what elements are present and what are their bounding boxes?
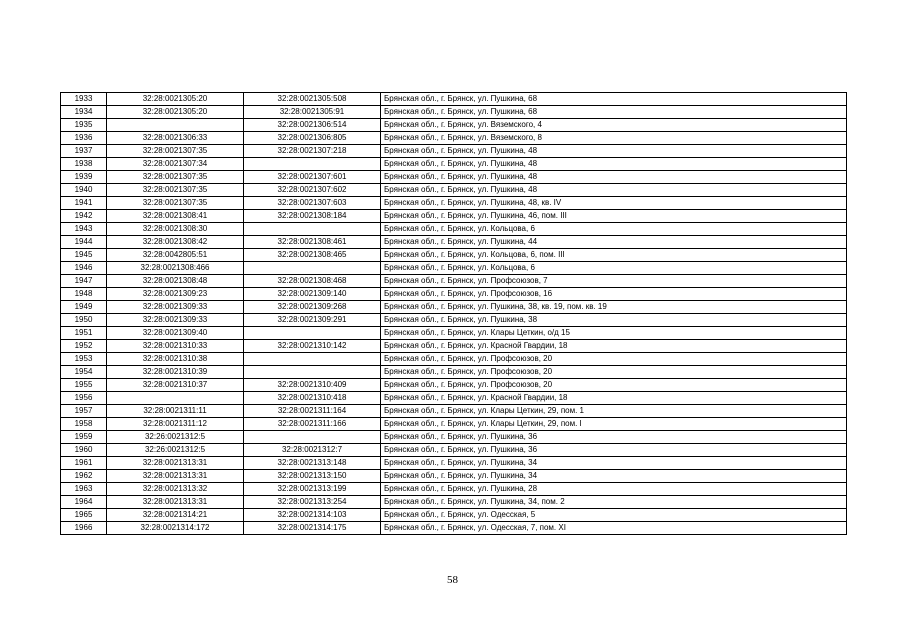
address-cell: Брянская обл., г. Брянск, ул. Пушкина, 34 [381, 470, 847, 483]
row-number-cell: 1948 [61, 288, 107, 301]
row-number-cell: 1942 [61, 210, 107, 223]
table-row [61, 275, 847, 288]
land-cadastral-number-cell: 32:28:0021305:20 [107, 106, 244, 119]
row-number-cell: 1952 [61, 340, 107, 353]
address-cell: Брянская обл., г. Брянск, ул. Вяземского, 8 [381, 132, 847, 145]
land-cadastral-number-cell: 32:28:0021308:466 [107, 262, 244, 275]
object-cadastral-number-cell: 32:28:0021308:468 [244, 275, 381, 288]
land-cadastral-number-cell: 32:28:0021313:31 [107, 496, 244, 509]
object-cadastral-number-cell: 32:28:0021307:601 [244, 171, 381, 184]
land-cadastral-number-cell: 32:26:0021312:5 [107, 444, 244, 457]
object-cadastral-number-cell: 32:28:0021313:150 [244, 470, 381, 483]
object-cadastral-number-cell: 32:28:0021305:508 [244, 93, 381, 106]
table-row [61, 106, 847, 119]
land-cadastral-number-cell: 32:28:0042805:51 [107, 249, 244, 262]
land-cadastral-number-cell: 32:28:0021306:33 [107, 132, 244, 145]
land-cadastral-number-cell: 32:28:0021310:37 [107, 379, 244, 392]
land-cadastral-number-cell [107, 392, 244, 405]
row-number-cell: 1938 [61, 158, 107, 171]
object-cadastral-number-cell [244, 431, 381, 444]
table-row [61, 496, 847, 509]
address-cell: Брянская обл., г. Брянск, ул. Пушкина, 48 [381, 184, 847, 197]
table-row [61, 158, 847, 171]
land-cadastral-number-cell: 32:28:0021309:33 [107, 314, 244, 327]
address-cell: Брянская обл., г. Брянск, ул. Кольцова, 6, пом. III [381, 249, 847, 262]
address-cell: Брянская обл., г. Брянск, ул. Пушкина, 36 [381, 444, 847, 457]
land-cadastral-number-cell: 32:28:0021313:32 [107, 483, 244, 496]
table-row [61, 327, 847, 340]
address-cell: Брянская обл., г. Брянск, ул. Пушкина, 68 [381, 93, 847, 106]
address-cell: Брянская обл., г. Брянск, ул. Одесская, 7, пом. XI [381, 522, 847, 535]
land-cadastral-number-cell: 32:28:0021311:11 [107, 405, 244, 418]
object-cadastral-number-cell: 32:28:0021313:199 [244, 483, 381, 496]
address-cell: Брянская обл., г. Брянск, ул. Пушкина, 28 [381, 483, 847, 496]
address-cell: Брянская обл., г. Брянск, ул. Пушкина, 48 [381, 171, 847, 184]
table-row [61, 171, 847, 184]
address-cell: Брянская обл., г. Брянск, ул. Профсоюзов, 16 [381, 288, 847, 301]
row-number-cell: 1935 [61, 119, 107, 132]
address-cell: Брянская обл., г. Брянск, ул. Профсоюзов, 20 [381, 379, 847, 392]
table-row [61, 353, 847, 366]
table-row [61, 392, 847, 405]
row-number-cell: 1956 [61, 392, 107, 405]
land-cadastral-number-cell: 32:28:0021307:35 [107, 171, 244, 184]
address-cell: Брянская обл., г. Брянск, ул. Пушкина, 36 [381, 431, 847, 444]
table-row [61, 132, 847, 145]
land-cadastral-number-cell: 32:28:0021310:38 [107, 353, 244, 366]
table-row [61, 301, 847, 314]
object-cadastral-number-cell: 32:28:0021306:805 [244, 132, 381, 145]
table-row [61, 366, 847, 379]
address-cell: Брянская обл., г. Брянск, ул. Одесская, 5 [381, 509, 847, 522]
row-number-cell: 1966 [61, 522, 107, 535]
object-cadastral-number-cell [244, 327, 381, 340]
table-row [61, 119, 847, 132]
table-row [61, 418, 847, 431]
row-number-cell: 1937 [61, 145, 107, 158]
table-row [61, 405, 847, 418]
address-cell: Брянская обл., г. Брянск, ул. Пушкина, 48, кв. IV [381, 197, 847, 210]
object-cadastral-number-cell: 32:28:0021306:514 [244, 119, 381, 132]
table-row [61, 236, 847, 249]
object-cadastral-number-cell: 32:28:0021312:7 [244, 444, 381, 457]
object-cadastral-number-cell [244, 262, 381, 275]
address-cell: Брянская обл., г. Брянск, ул. Пушкина, 34 [381, 457, 847, 470]
address-cell: Брянская обл., г. Брянск, ул. Пушкина, 48 [381, 145, 847, 158]
object-cadastral-number-cell: 32:28:0021309:268 [244, 301, 381, 314]
page-number: 58 [447, 574, 458, 586]
address-cell: Брянская обл., г. Брянск, ул. Пушкина, 38, кв. 19, пом. кв. 19 [381, 301, 847, 314]
object-cadastral-number-cell: 32:28:0021305:91 [244, 106, 381, 119]
land-cadastral-number-cell [107, 119, 244, 132]
table-row [61, 431, 847, 444]
object-cadastral-number-cell: 32:28:0021313:148 [244, 457, 381, 470]
row-number-cell: 1963 [61, 483, 107, 496]
land-cadastral-number-cell: 32:28:0021308:30 [107, 223, 244, 236]
address-cell: Брянская обл., г. Брянск, ул. Пушкина, 46, пом. III [381, 210, 847, 223]
object-cadastral-number-cell: 32:28:0021310:142 [244, 340, 381, 353]
land-cadastral-number-cell: 32:28:0021307:34 [107, 158, 244, 171]
address-cell: Брянская обл., г. Брянск, ул. Вяземского, 4 [381, 119, 847, 132]
object-cadastral-number-cell: 32:28:0021314:175 [244, 522, 381, 535]
table-row [61, 483, 847, 496]
table-row [61, 93, 847, 106]
address-cell: Брянская обл., г. Брянск, ул. Клары Цеткин, 29, пом. I [381, 418, 847, 431]
table-row [61, 522, 847, 535]
land-cadastral-number-cell: 32:28:0021309:40 [107, 327, 244, 340]
land-cadastral-number-cell: 32:26:0021312:5 [107, 431, 244, 444]
row-number-cell: 1945 [61, 249, 107, 262]
object-cadastral-number-cell: 32:28:0021314:103 [244, 509, 381, 522]
object-cadastral-number-cell: 32:28:0021308:184 [244, 210, 381, 223]
row-number-cell: 1936 [61, 132, 107, 145]
address-cell: Брянская обл., г. Брянск, ул. Пушкина, 38 [381, 314, 847, 327]
land-cadastral-number-cell: 32:28:0021313:31 [107, 457, 244, 470]
table-row [61, 184, 847, 197]
object-cadastral-number-cell: 32:28:0021308:465 [244, 249, 381, 262]
object-cadastral-number-cell [244, 223, 381, 236]
land-cadastral-number-cell: 32:28:0021307:35 [107, 184, 244, 197]
table-row [61, 197, 847, 210]
row-number-cell: 1946 [61, 262, 107, 275]
address-cell: Брянская обл., г. Брянск, ул. Кольцова, 6 [381, 223, 847, 236]
row-number-cell: 1950 [61, 314, 107, 327]
address-cell: Брянская обл., г. Брянск, ул. Клары Цеткин, 29, пом. 1 [381, 405, 847, 418]
row-number-cell: 1961 [61, 457, 107, 470]
row-number-cell: 1943 [61, 223, 107, 236]
object-cadastral-number-cell: 32:28:0021307:218 [244, 145, 381, 158]
row-number-cell: 1933 [61, 93, 107, 106]
land-cadastral-number-cell: 32:28:0021313:31 [107, 470, 244, 483]
table-row [61, 457, 847, 470]
land-cadastral-number-cell: 32:28:0021308:41 [107, 210, 244, 223]
table-row [61, 379, 847, 392]
object-cadastral-number-cell: 32:28:0021310:418 [244, 392, 381, 405]
address-cell: Брянская обл., г. Брянск, ул. Пушкина, 34, пом. 2 [381, 496, 847, 509]
row-number-cell: 1949 [61, 301, 107, 314]
object-cadastral-number-cell: 32:28:0021309:140 [244, 288, 381, 301]
land-cadastral-number-cell: 32:28:0021307:35 [107, 145, 244, 158]
land-cadastral-number-cell: 32:28:0021314:21 [107, 509, 244, 522]
object-cadastral-number-cell: 32:28:0021309:291 [244, 314, 381, 327]
row-number-cell: 1955 [61, 379, 107, 392]
table-row [61, 314, 847, 327]
table-row [61, 444, 847, 457]
land-cadastral-number-cell: 32:28:0021310:39 [107, 366, 244, 379]
row-number-cell: 1940 [61, 184, 107, 197]
land-cadastral-number-cell: 32:28:0021308:42 [107, 236, 244, 249]
address-cell: Брянская обл., г. Брянск, ул. Пушкина, 48 [381, 158, 847, 171]
table-row [61, 509, 847, 522]
land-cadastral-number-cell: 32:28:0021309:23 [107, 288, 244, 301]
object-cadastral-number-cell: 32:28:0021311:166 [244, 418, 381, 431]
row-number-cell: 1953 [61, 353, 107, 366]
row-number-cell: 1959 [61, 431, 107, 444]
row-number-cell: 1934 [61, 106, 107, 119]
address-cell: Брянская обл., г. Брянск, ул. Профсоюзов, 20 [381, 366, 847, 379]
row-number-cell: 1962 [61, 470, 107, 483]
address-cell: Брянская обл., г. Брянск, ул. Кольцова, 6 [381, 262, 847, 275]
table-row [61, 288, 847, 301]
land-cadastral-number-cell: 32:28:0021311:12 [107, 418, 244, 431]
registry-table [60, 92, 847, 535]
object-cadastral-number-cell [244, 158, 381, 171]
land-cadastral-number-cell: 32:28:0021314:172 [107, 522, 244, 535]
row-number-cell: 1958 [61, 418, 107, 431]
row-number-cell: 1965 [61, 509, 107, 522]
row-number-cell: 1960 [61, 444, 107, 457]
object-cadastral-number-cell: 32:28:0021307:602 [244, 184, 381, 197]
row-number-cell: 1964 [61, 496, 107, 509]
table-row [61, 470, 847, 483]
object-cadastral-number-cell: 32:28:0021311:164 [244, 405, 381, 418]
row-number-cell: 1941 [61, 197, 107, 210]
row-number-cell: 1947 [61, 275, 107, 288]
address-cell: Брянская обл., г. Брянск, ул. Пушкина, 68 [381, 106, 847, 119]
row-number-cell: 1954 [61, 366, 107, 379]
object-cadastral-number-cell [244, 366, 381, 379]
table-row [61, 249, 847, 262]
row-number-cell: 1957 [61, 405, 107, 418]
address-cell: Брянская обл., г. Брянск, ул. Красной Гвардии, 18 [381, 340, 847, 353]
table-row [61, 145, 847, 158]
object-cadastral-number-cell: 32:28:0021313:254 [244, 496, 381, 509]
land-cadastral-number-cell: 32:28:0021308:48 [107, 275, 244, 288]
row-number-cell: 1944 [61, 236, 107, 249]
address-cell: Брянская обл., г. Брянск, ул. Пушкина, 44 [381, 236, 847, 249]
object-cadastral-number-cell: 32:28:0021307:603 [244, 197, 381, 210]
object-cadastral-number-cell: 32:28:0021308:461 [244, 236, 381, 249]
table-row [61, 210, 847, 223]
address-cell: Брянская обл., г. Брянск, ул. Профсоюзов, 20 [381, 353, 847, 366]
land-cadastral-number-cell: 32:28:0021305:20 [107, 93, 244, 106]
address-cell: Брянская обл., г. Брянск, ул. Профсоюзов, 7 [381, 275, 847, 288]
table-row [61, 262, 847, 275]
table-body [61, 93, 847, 535]
row-number-cell: 1939 [61, 171, 107, 184]
land-cadastral-number-cell: 32:28:0021309:33 [107, 301, 244, 314]
address-cell: Брянская обл., г. Брянск, ул. Красной Гвардии, 18 [381, 392, 847, 405]
land-cadastral-number-cell: 32:28:0021307:35 [107, 197, 244, 210]
table-row [61, 340, 847, 353]
table-row [61, 223, 847, 236]
land-cadastral-number-cell: 32:28:0021310:33 [107, 340, 244, 353]
object-cadastral-number-cell: 32:28:0021310:409 [244, 379, 381, 392]
object-cadastral-number-cell [244, 353, 381, 366]
address-cell: Брянская обл., г. Брянск, ул. Клары Цеткин, о/д 15 [381, 327, 847, 340]
row-number-cell: 1951 [61, 327, 107, 340]
